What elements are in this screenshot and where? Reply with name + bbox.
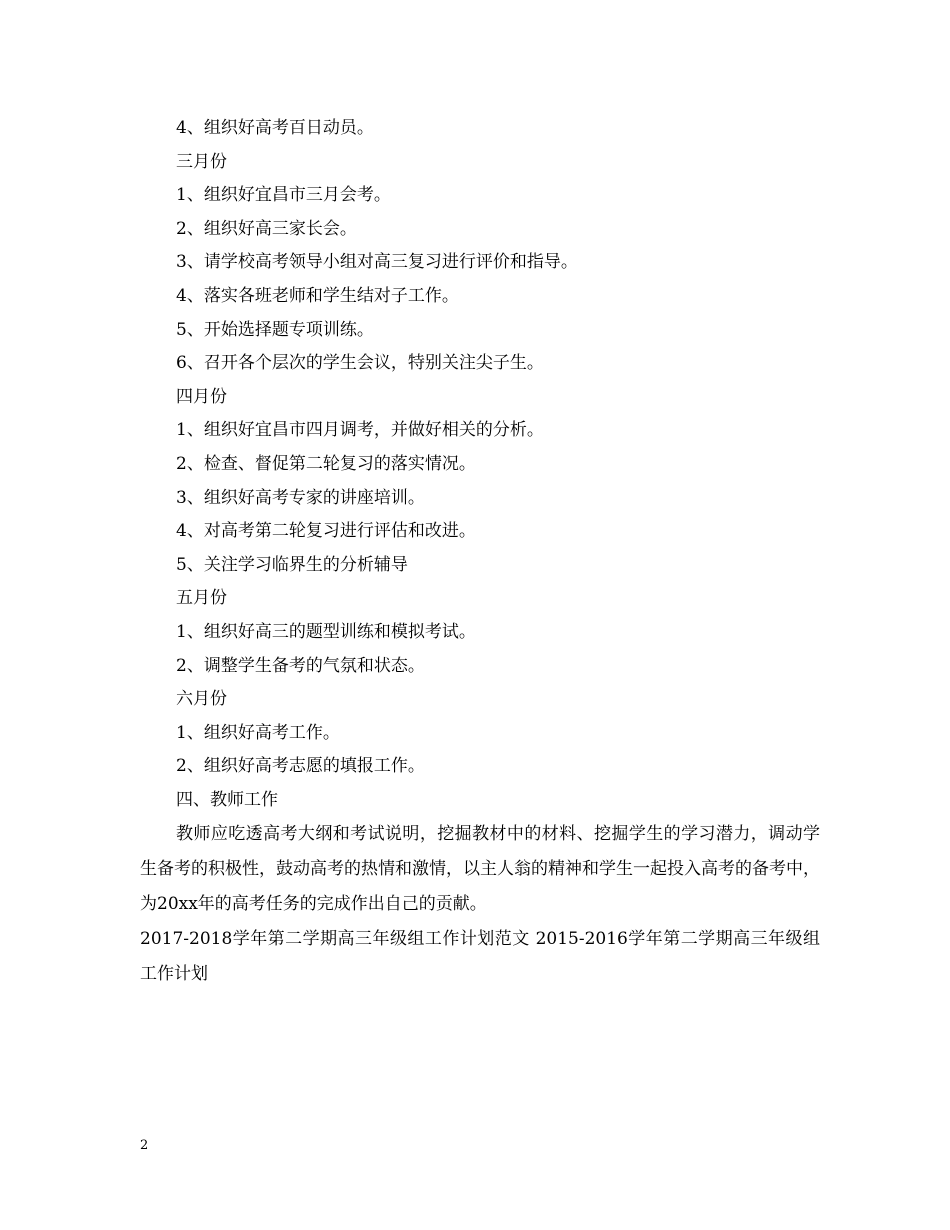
list-item: 6、召开各个层次的学生会议，特别关注尖子生。 [176, 353, 544, 374]
list-item: 1、组织好高考工作。 [176, 722, 340, 743]
list-item: 3、请学校高考领导小组对高三复习进行评价和指导。 [176, 252, 578, 273]
list-item: 1、组织好高三的题型训练和模拟考试。 [176, 621, 476, 642]
list-item: 5、关注学习临界生的分析辅导 [176, 554, 408, 575]
section-heading-march: 三月份 [176, 151, 227, 172]
document-body [140, 112, 820, 992]
section-heading-may: 五月份 [176, 588, 227, 609]
list-item: 2、组织好高考志愿的填报工作。 [176, 756, 425, 777]
section-heading-june: 六月份 [176, 689, 227, 710]
page-number: 2 [140, 1138, 149, 1153]
list-item: 4、组织好高考百日动员。 [176, 118, 374, 138]
section-heading-april: 四月份 [176, 386, 227, 407]
list-item: 2、组织好高三家长会。 [176, 218, 357, 239]
list-item: 1、组织好宜昌市三月会考。 [176, 185, 391, 206]
list-item: 2、检查、督促第二轮复习的落实情况。 [176, 453, 476, 474]
body-paragraph: 教师应吃透高考大纲和考试说明，挖掘教材中的材料、挖掘学生的学习潜力，调动学生备考的积极性，鼓动高考的热情和激情，以主人翁的精神和学生一起投入高考的备考中，为20xx年的高考任务的完成作出自己的贡献。 [140, 824, 820, 915]
section-heading-teacher-work: 四、教师工作 [176, 789, 278, 810]
list-item: 1、组织好宜昌市四月调考，并做好相关的分析。 [176, 420, 544, 441]
list-item: 4、对高考第二轮复习进行评估和改进。 [176, 521, 476, 542]
list-item: 5、开始选择题专项训练。 [176, 319, 374, 340]
list-item: 4、落实各班老师和学生结对子工作。 [176, 285, 459, 306]
list-item: 3、组织好高考专家的讲座培训。 [176, 487, 425, 508]
related-documents-text: 2017-2018学年第二学期高三年级组工作计划范文 2015-2016学年第二学期高三年级组工作计划 [140, 929, 820, 985]
list-item: 2、调整学生备考的气氛和状态。 [176, 655, 425, 676]
